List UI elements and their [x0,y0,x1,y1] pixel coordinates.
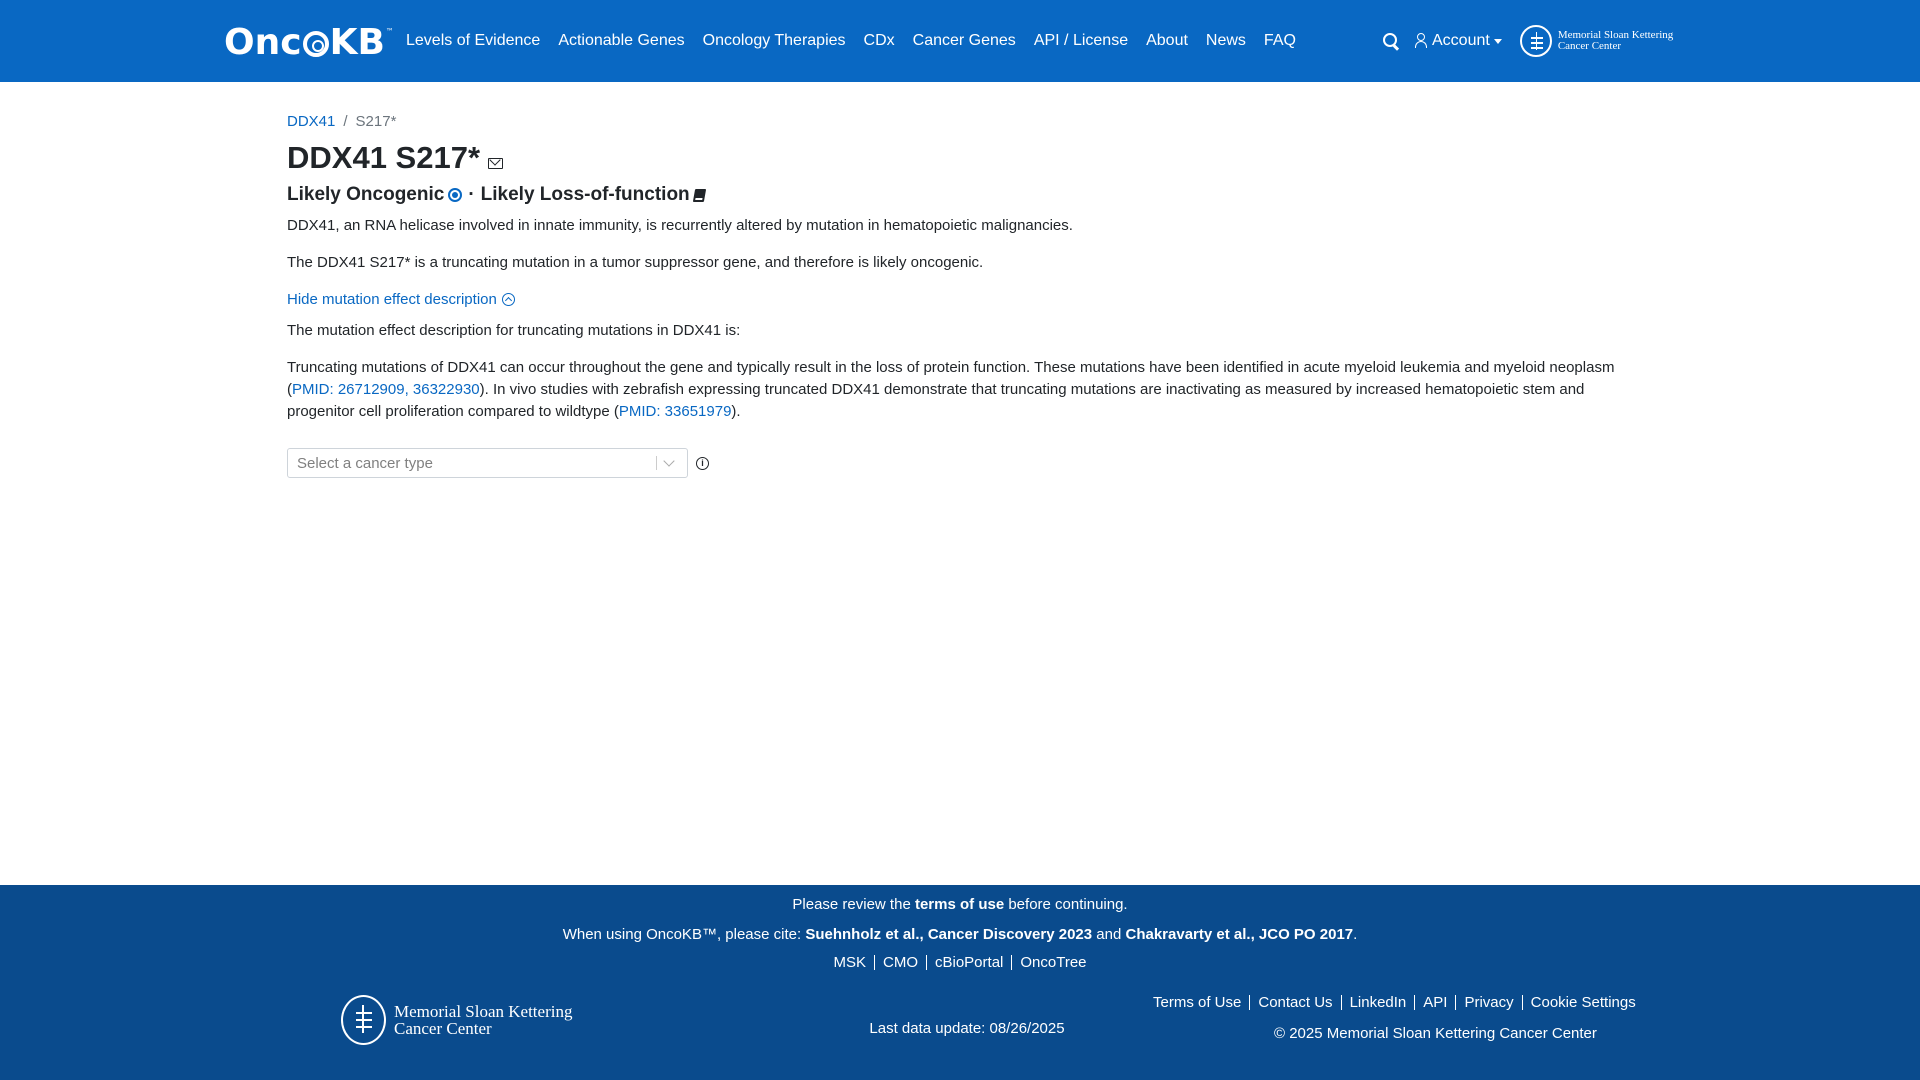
mutation-effect-intro: The mutation effect description for truncating mutations in DDX41 is: [287,322,741,339]
msk-footer-name-line2: Cancer Center [394,1019,492,1038]
page-title: DDX41 S217* [287,140,481,175]
terms-notice-pre: Please review the [792,896,915,913]
nav-actionable-genes[interactable]: Actionable Genes [558,32,685,49]
nav-oncology-therapies[interactable]: Oncology Therapies [702,32,846,49]
msk-header-name-line2: Cancer Center [1557,40,1622,52]
footer-privacy[interactable]: Privacy [1455,995,1521,1010]
footer-link-oncotree[interactable]: OncoTree [1011,955,1094,970]
variant-summary: The DDX41 S217* is a truncating mutation in a tumor suppressor gene, and therefore is likely oncogenic. [287,254,984,271]
mutation-effect-description [287,357,1627,423]
msk-header-logo[interactable] [1520,25,1673,57]
oncokb-logo[interactable] [224,22,394,62]
footer-link-msk[interactable]: MSK [833,954,866,971]
brand-trademark: ™ [385,26,394,36]
footer-linkedin[interactable]: LinkedIn [1341,995,1415,1010]
cancer-type-select-placeholder: Select a cancer type [297,454,433,472]
top-navbar [0,0,1920,82]
msk-header-name [1558,30,1673,52]
footer [0,885,1920,1080]
msk-footer-name-line1: Memorial Sloan Kettering [394,1002,573,1021]
mutation-effect-text-2: ). In vivo studies with zebrafish expressing truncated DDX41 demonstrate that truncating mutations are inactivating as measured by increased hematopoietic stem and progenitor cell proliferation compared to wildtype ( [287,381,1585,420]
toggle-label: Hide mutation effect description [287,291,497,308]
oncogenic-target-icon[interactable] [448,188,462,202]
mutation-effect-label: Likely Loss-of-function [480,184,690,205]
last-data-update: Last data update: 08/26/2025 [869,1020,1065,1037]
pmid-link-1[interactable]: PMID: 26712909, 36322930 [292,381,480,398]
mutation-effect-text-1: Truncating mutations of DDX41 can occur throughout the gene and typically result in the loss of protein function. These mutations have been identified in acute myeloid leukemia and myeloid neoplasm ( [287,359,1615,398]
page-title-row [287,140,503,176]
pmid-link-2[interactable]: PMID: 33651979 [618,403,732,420]
caret-down-icon [1494,39,1502,44]
main-nav [406,0,1314,82]
cancer-type-select[interactable] [287,448,688,478]
footer-link-cmo[interactable]: CMO [874,955,926,970]
select-divider [656,456,657,470]
footer-link-cbioportal[interactable]: cBioPortal [926,955,1011,970]
nav-faq[interactable]: FAQ [1263,32,1296,49]
citation-notice [0,926,1920,943]
citation-and: and [1092,926,1126,943]
nav-levels-of-evidence[interactable]: Levels of Evidence [406,32,541,49]
terms-notice-post: before continuing. [1004,896,1128,913]
brand-text-right: KB [329,21,385,63]
envelope-icon[interactable] [488,158,503,169]
breadcrumb-separator: / [343,113,348,130]
nav-right-group [1380,0,1673,82]
info-icon[interactable]: i [696,457,709,470]
oncogenicity-label: Likely Oncogenic [287,184,445,205]
breadcrumb-current-alteration: S217* [355,113,397,130]
oncokb-o-target-icon [303,31,329,57]
chevron-up-circle-icon [502,293,515,306]
terms-of-use-link[interactable]: terms of use [914,896,1005,913]
copyright: © 2025 Memorial Sloan Kettering Cancer Center [1274,1025,1597,1042]
footer-cookie-settings[interactable]: Cookie Settings [1522,995,1644,1010]
footer-terms-of-use[interactable]: Terms of Use [1153,994,1242,1011]
gene-summary: DDX41, an RNA helicase involved in innate immunity, is recurrently altered by mutation in hematopoietic malignancies. [287,217,1073,234]
account-label: Account [1432,32,1490,49]
nav-cdx[interactable]: CDx [863,32,895,49]
citation-pre: When using OncoKB™, please cite: [562,926,806,943]
footer-contact-us[interactable]: Contact Us [1249,995,1340,1010]
book-icon[interactable] [693,189,706,202]
nav-about[interactable]: About [1146,32,1188,49]
breadcrumb [287,113,396,130]
footer-api[interactable]: API [1414,995,1455,1010]
nav-cancer-genes[interactable]: Cancer Genes [912,32,1016,49]
subtitle-separator: · [468,184,475,205]
msk-header-name-line1: Memorial Sloan Kettering [1557,29,1674,41]
oncogenicity-summary [287,184,705,206]
brand-text-left: Onc [224,21,302,63]
mutation-effect-text-3: ). [731,403,741,420]
footer-center-links [0,955,1920,970]
citation-1[interactable]: Suehnholz et al., Cancer Discovery 2023 [805,926,1093,943]
nav-api-license[interactable]: API / License [1033,32,1129,49]
nav-news[interactable]: News [1205,32,1246,49]
breadcrumb-gene-link[interactable]: DDX41 [287,113,336,130]
hide-mutation-effect-toggle[interactable] [287,291,515,308]
chevron-down-icon[interactable] [663,455,674,466]
user-icon [1414,33,1428,49]
search-icon[interactable] [1380,30,1402,52]
terms-notice [0,896,1920,913]
msk-emblem-icon [1520,25,1552,57]
citation-end: . [1353,926,1358,943]
footer-right-links [1145,995,1644,1010]
citation-2[interactable]: Chakravarty et al., JCO PO 2017 [1125,926,1354,943]
account-dropdown[interactable] [1414,32,1502,50]
